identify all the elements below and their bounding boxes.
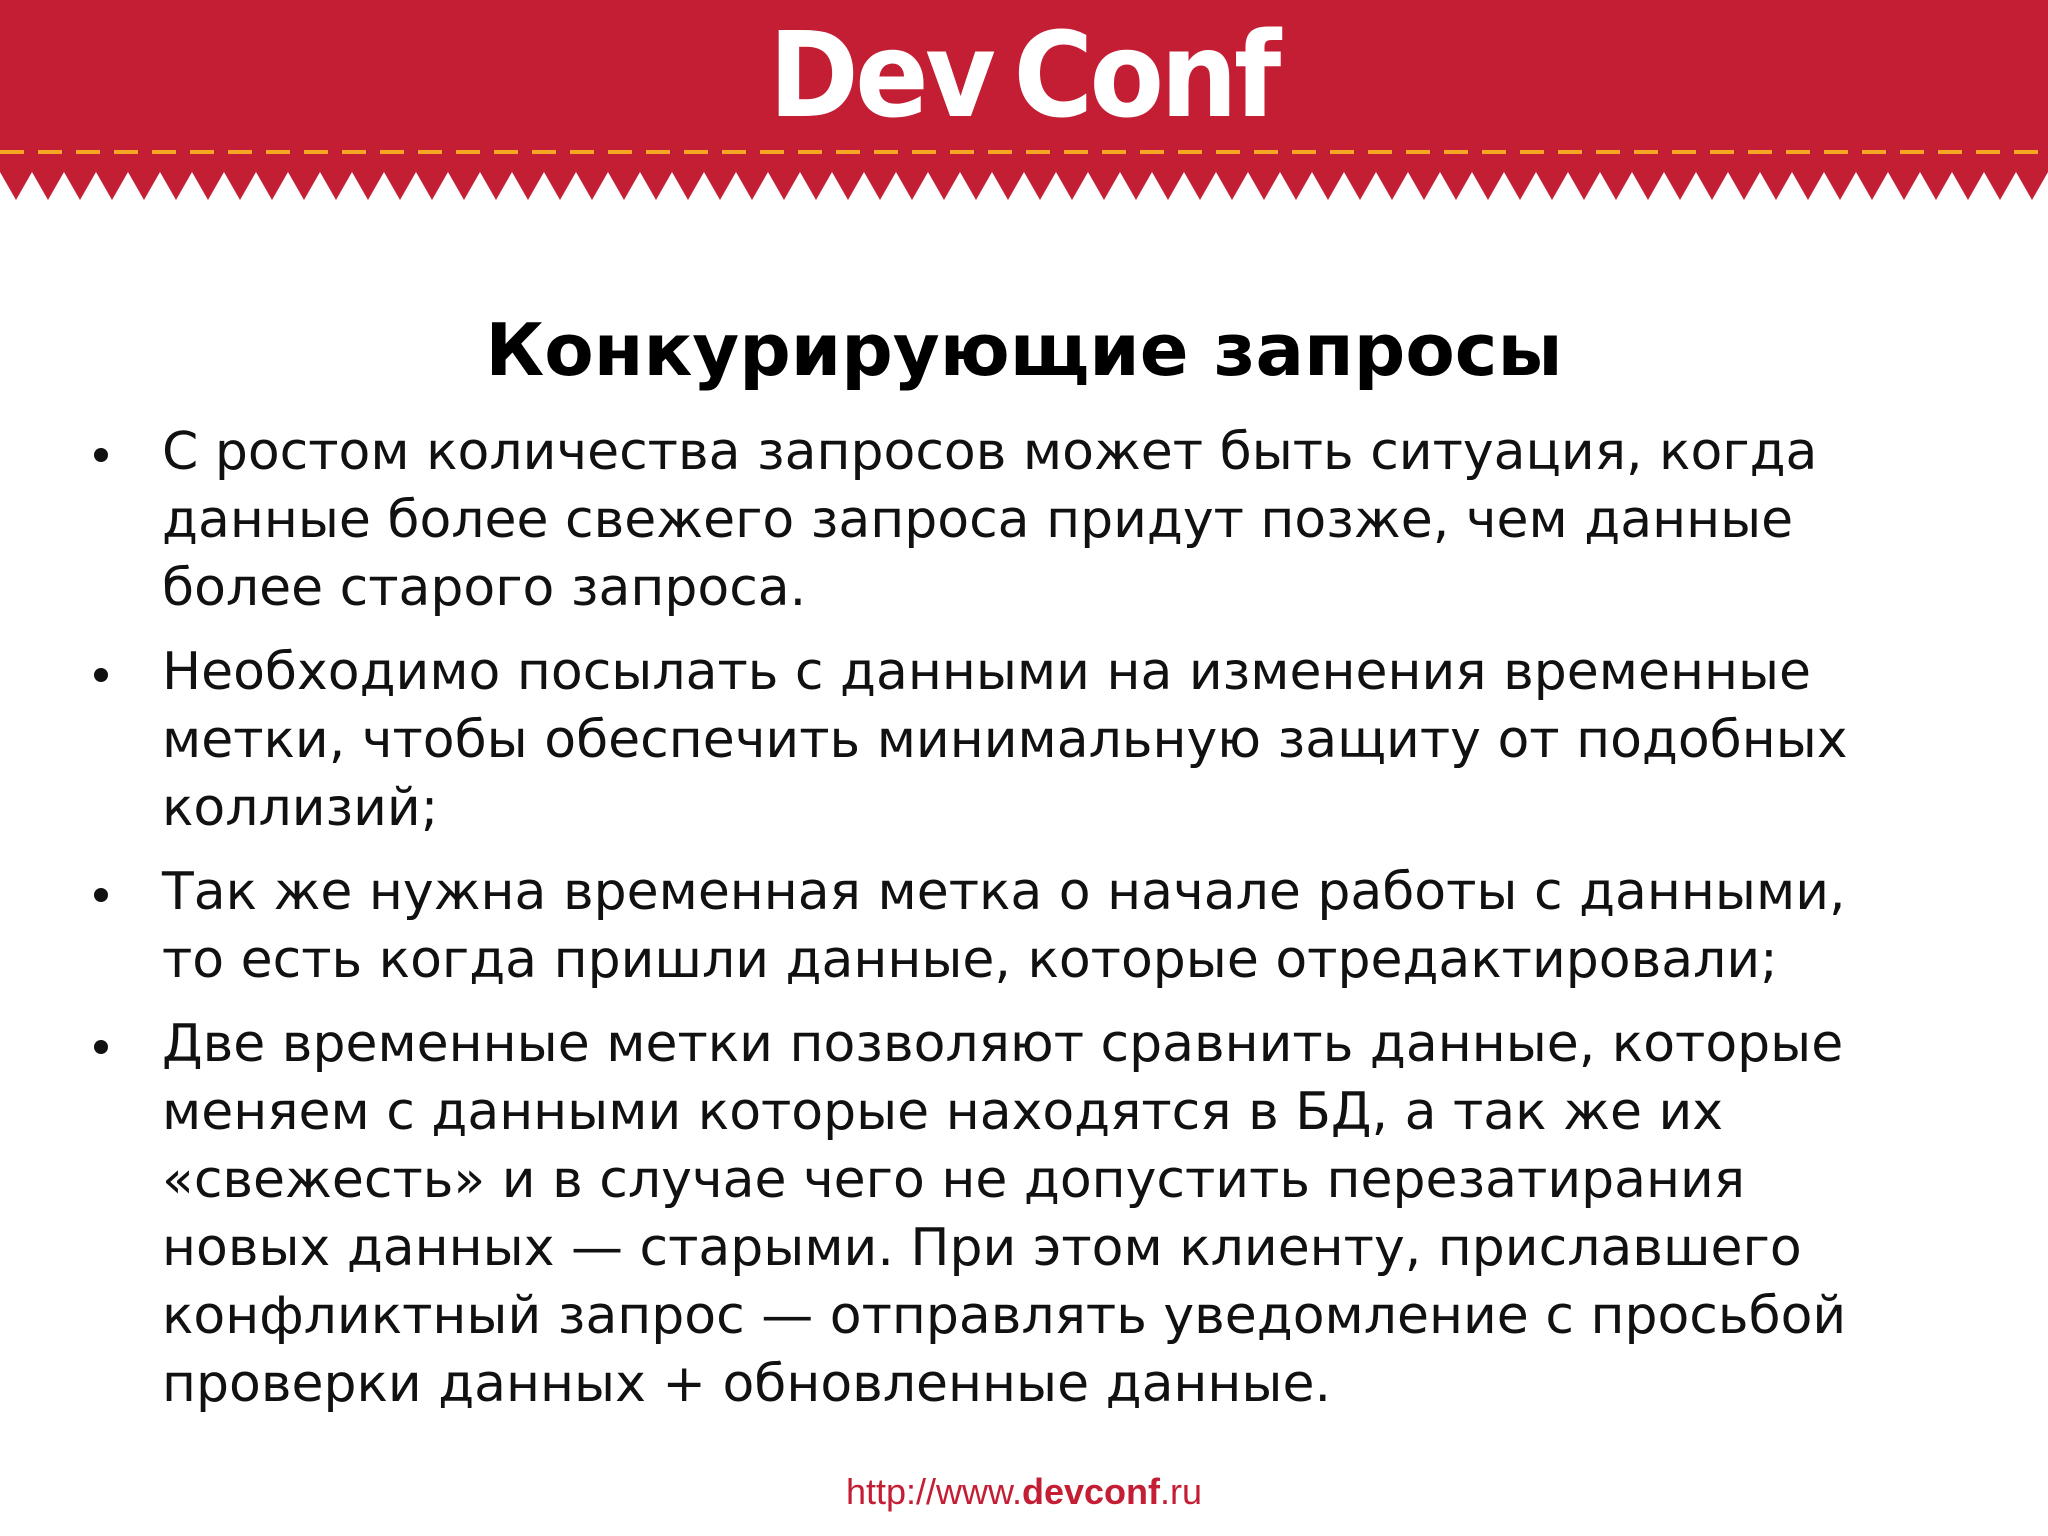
bullet-text: С ростом количества запросов может быть ситуация, когда данные более свежего запроса придут позже, чем данные более старого запроса. [162,422,1818,618]
devconf-logo [0,6,2048,144]
bullet-item [84,638,1924,842]
bullet-text: Две временные метки позволяют сравнить данные, которые меняем с данными которые находятся в БД, а так же их «свежесть» и в случае чего не допустить перезатирания новых данных — старыми. При этом клиенту, приславшего конфликтный запрос — отправлять уведомление с просьбой проверки данных + обновленные данные. [162,1014,1847,1414]
footer-url[interactable] [0,1470,2048,1514]
logo-conf: Conf [1013,6,1278,144]
bullet-dot-icon [94,888,108,902]
bullet-text: Так же нужна временная метка о начале работы с данными, то есть когда пришли данные, которые отредактировали; [162,862,1846,990]
bullet-dot-icon [94,448,108,462]
bullet-dot-icon [94,668,108,682]
bullet-item [84,1010,1924,1418]
slide-title: Конкурирующие запросы [485,308,1563,392]
bullet-item [84,858,1924,994]
bullet-item [84,418,1924,622]
logo-dev: Dev [768,6,993,144]
bullet-text: Необходимо посылать с данными на изменения временные метки, чтобы обеспечить минимальную защиту от подобных коллизий; [162,642,1848,838]
footer-url-prefix: http://www. [845,1471,1022,1512]
footer-url-domain: devconf [1022,1471,1161,1512]
bullet-list [84,418,1924,1434]
footer-url-suffix: .ru [1160,1471,1203,1512]
bullet-dot-icon [94,1040,108,1054]
